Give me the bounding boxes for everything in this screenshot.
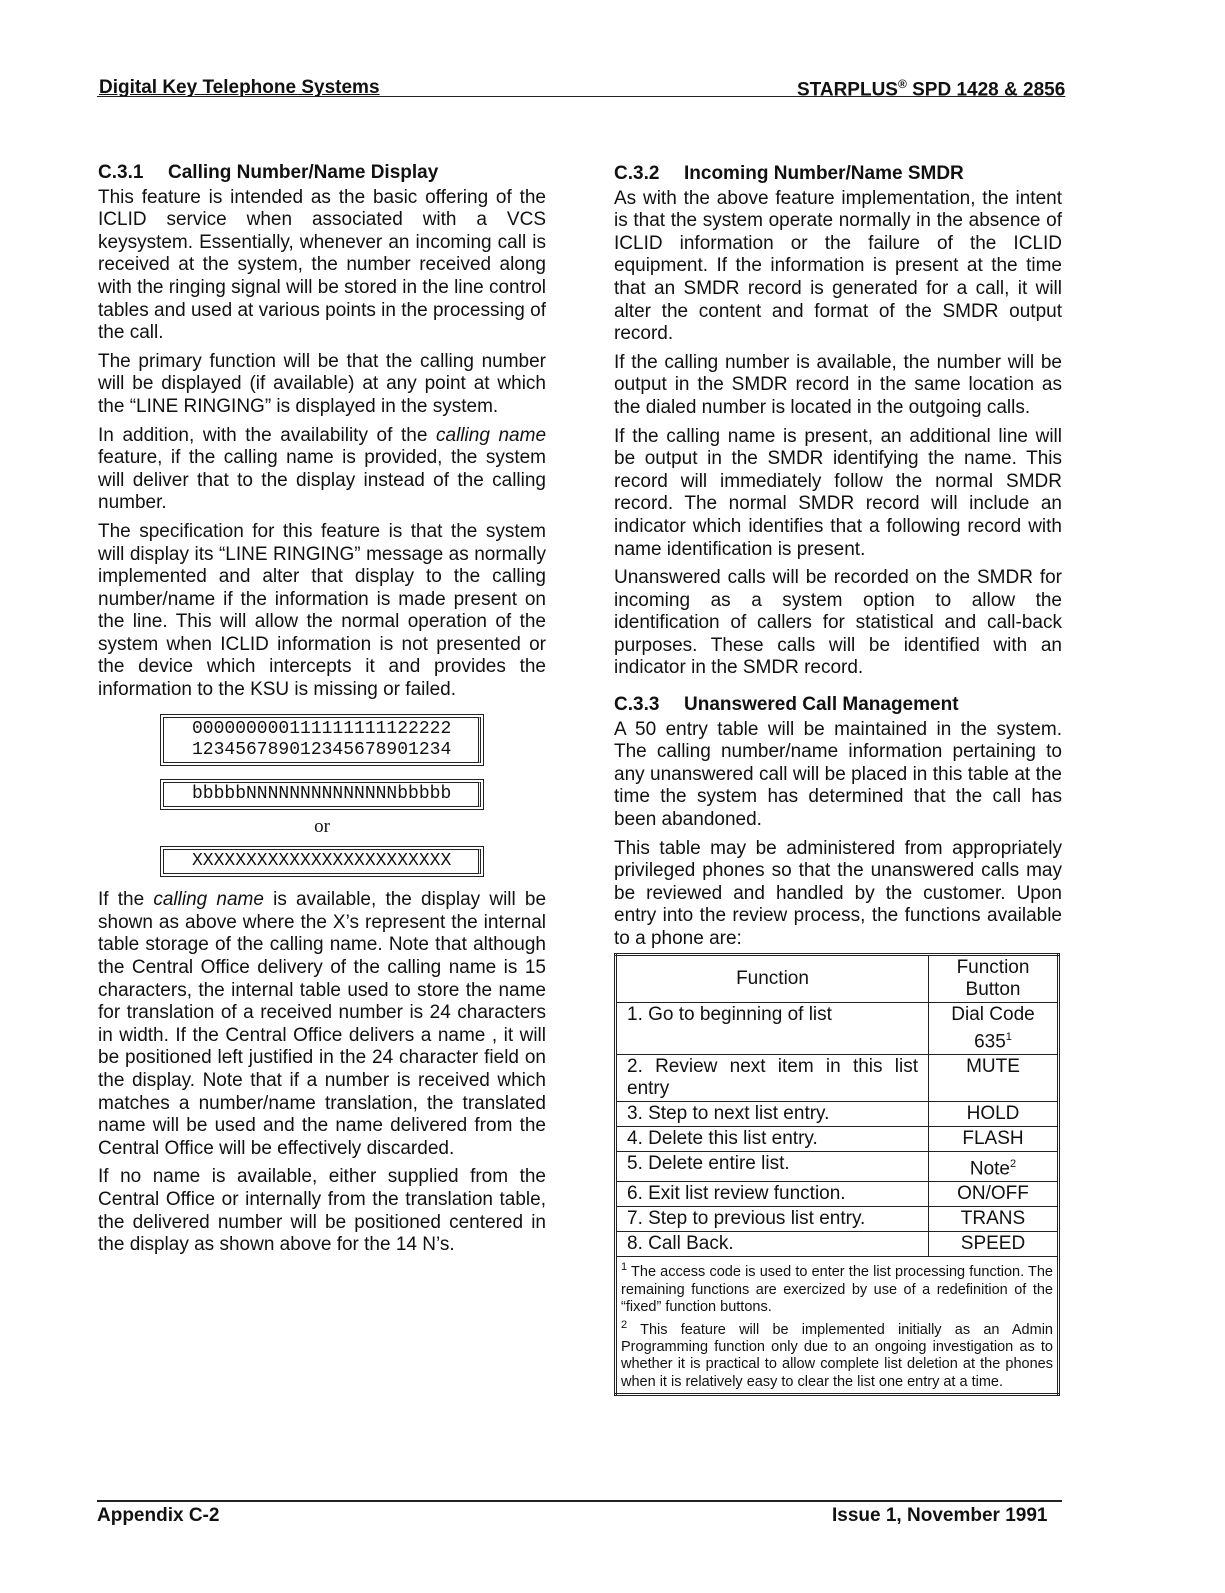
text-run: feature, if the calling name is provided, the system will deliver that to the display instead of the calling number. xyxy=(98,447,546,514)
running-header-right xyxy=(797,77,1065,101)
button-cell: SPEED xyxy=(929,1232,1059,1257)
footnote-text: The access code is used to enter the list processing function. The remaining functions are exercized by use of a redefinition of the “fixed” function buttons. xyxy=(621,1264,1053,1316)
header-rule xyxy=(97,96,1062,97)
paragraph: Unanswered calls will be recorded on the SMDR for incoming as a system option to allow the identification of callers for statistical and call-back purposes. These calls will be identified with an indicator in the SMDR record. xyxy=(614,567,1062,679)
footnote-mark: 1 xyxy=(1005,1030,1012,1043)
table-row xyxy=(616,1002,1059,1054)
table-row xyxy=(616,1207,1059,1232)
text-run: In addition, with the availability of the xyxy=(98,424,428,446)
table-header-row xyxy=(616,954,1059,1002)
footnote-mark: 2 xyxy=(621,1318,628,1331)
function-cell: 5. Delete entire list. xyxy=(616,1151,929,1181)
display-line: XXXXXXXXXXXXXXXXXXXXXXXX xyxy=(163,849,481,874)
function-cell: 3. Step to next list entry. xyxy=(616,1101,929,1126)
button-cell xyxy=(929,1151,1059,1181)
section-title: Calling Number/Name Display xyxy=(168,162,439,183)
emphasis: calling name xyxy=(153,889,264,911)
footer-right: Issue 1, November 1991 xyxy=(832,1505,1048,1526)
table-row xyxy=(616,1232,1059,1257)
left-column xyxy=(98,162,546,1263)
paragraph xyxy=(98,425,546,515)
table-row xyxy=(616,1054,1059,1101)
footnote-2 xyxy=(621,1317,1053,1392)
footer-left: Appendix C-2 xyxy=(97,1505,220,1526)
display-line: 000000000111111111122222 xyxy=(192,718,452,739)
running-header-left: Digital Key Telephone Systems xyxy=(99,77,380,98)
paragraph: If no name is available, either supplied from the Central Office or internally from the translation table, the delivered number will be positioned centered in the display as shown above for the 14 N’s. xyxy=(98,1166,546,1256)
display-line: 123456789012345678901234 xyxy=(192,739,452,760)
brand-name: STARPLUS xyxy=(797,79,898,101)
display-number-box xyxy=(160,779,484,810)
paragraph: The primary function will be that the calling number will be displayed (if available) at any point at which the “LINE RINGING” is displayed in the system. xyxy=(98,350,546,417)
column-header-button: Function Button xyxy=(929,954,1059,1002)
paragraph: As with the above feature implementation, the intent is that the system operate normally in the absence of ICLID information or the failure of the ICLID equipment. If the information is present at the time that an SMDR record is generated for a call, it will alter the content and format of the SMDR output record. xyxy=(614,187,1062,345)
paragraph: If the calling name is present, an additional line will be output in the SMDR identifying the name. This record will immediately follow the normal SMDR record. The normal SMDR record will include an indicator which identifies that a following record with name identification is present. xyxy=(614,425,1062,560)
footnote-1 xyxy=(621,1259,1053,1316)
model-name: SPD 1428 & 2856 xyxy=(912,79,1066,101)
table-notes xyxy=(616,1257,1059,1395)
section-number: C.3.1 xyxy=(98,162,144,183)
paragraph: A 50 entry table will be maintained in the system. The calling number/name information pertaining to any unanswered call will be placed in this table at the time the system has determined that the call has been abandoned. xyxy=(614,718,1062,831)
emphasis: calling name xyxy=(436,424,547,446)
footnote-mark: 1 xyxy=(621,1261,628,1274)
paragraph: The specification for this feature is that the system will display its “LINE RINGING” message as normally implemented and alter that display to the calling number/name if the information is made present on the line. This will allow the normal operation of the system when ICLID information is not presented or the device which intercepts it and provides the information to the KSU is missing or failed. xyxy=(98,520,546,701)
section-number: C.3.2 xyxy=(614,163,660,184)
footnote-text: This feature will be implemented initially as an Admin Programming function only due to an ongoing investigation as to whether it is practical to allow complete list deletion at the phones when it is relatively easy to clear the list one entry at a time. xyxy=(621,1321,1053,1390)
table-row xyxy=(616,1151,1059,1181)
button-cell: ON/OFF xyxy=(929,1182,1059,1207)
paragraph: If the calling number is available, the number will be output in the SMDR record in the same location as the dialed number is located in the outgoing calls. xyxy=(614,351,1062,418)
button-cell: MUTE xyxy=(929,1054,1059,1101)
text-run: If the xyxy=(98,889,145,911)
function-cell: 2. Review next item in this list entry xyxy=(616,1054,929,1101)
function-cell: 7. Step to previous list entry. xyxy=(616,1207,929,1232)
table-row xyxy=(616,1126,1059,1151)
paragraph: This feature is intended as the basic offering of the ICLID service when associated with a VCS keysystem. Essentially, whenever an incoming call is received at the system, the number received along with the ringing signal will be stored in the line control tables and used at various points in the processing of the call. xyxy=(98,186,546,344)
footnote-mark: 2 xyxy=(1010,1157,1017,1170)
button-cell xyxy=(929,1002,1059,1054)
right-column xyxy=(614,163,1062,1396)
text-run: is available, the display will be shown as above where the X’s represent the internal table storage of the calling name. Note that although the Central Office delivery of the calling name is 15 characters, the internal table used to store the name for translation of a received number is 24 characters in width. If the Central Office delivers a name , it will be positioned left justified in the 24 character field on the display. Note that if a number is received which matches a number/name translation, the translated name will be used and the name delivered from the Central Office will be effectively discarded. xyxy=(98,889,547,1159)
function-cell: 6. Exit list review function. xyxy=(616,1182,929,1207)
table-notes-row xyxy=(616,1257,1059,1395)
footer-rule xyxy=(97,1500,1062,1502)
section-number: C.3.3 xyxy=(614,694,660,716)
section-heading-c31 xyxy=(98,162,546,185)
button-cell: TRANS xyxy=(929,1207,1059,1232)
or-label: or xyxy=(314,815,330,837)
column-header-function: Function xyxy=(616,954,929,1002)
button-value: Dial Code 635 xyxy=(951,1003,1035,1052)
paragraph: This table may be administered from appropriately privileged phones so that the unanswered calls may be reviewed and handled by the customer. Upon entry into the review process, the functions available to a phone are: xyxy=(614,837,1062,949)
button-cell: HOLD xyxy=(929,1101,1059,1126)
function-cell: 4. Delete this list entry. xyxy=(616,1126,929,1151)
display-index-lines xyxy=(163,717,481,763)
section-heading-c32 xyxy=(614,163,1062,186)
function-table xyxy=(614,953,1060,1397)
registered-mark: ® xyxy=(897,77,907,91)
button-cell: FLASH xyxy=(929,1126,1059,1151)
table-row xyxy=(616,1182,1059,1207)
function-cell: 8. Call Back. xyxy=(616,1232,929,1257)
button-value: Note xyxy=(969,1158,1010,1180)
display-line: bbbbbNNNNNNNNNNNNNNbbbbb xyxy=(163,782,481,807)
table-row xyxy=(616,1101,1059,1126)
section-title: Incoming Number/Name SMDR xyxy=(684,163,964,184)
paragraph xyxy=(98,889,546,1160)
function-cell: 1. Go to beginning of list xyxy=(616,1002,929,1054)
section-title: Unanswered Call Management xyxy=(684,694,959,716)
display-index-box xyxy=(160,714,484,766)
display-name-box xyxy=(160,846,484,877)
section-heading-c33 xyxy=(614,694,1062,717)
